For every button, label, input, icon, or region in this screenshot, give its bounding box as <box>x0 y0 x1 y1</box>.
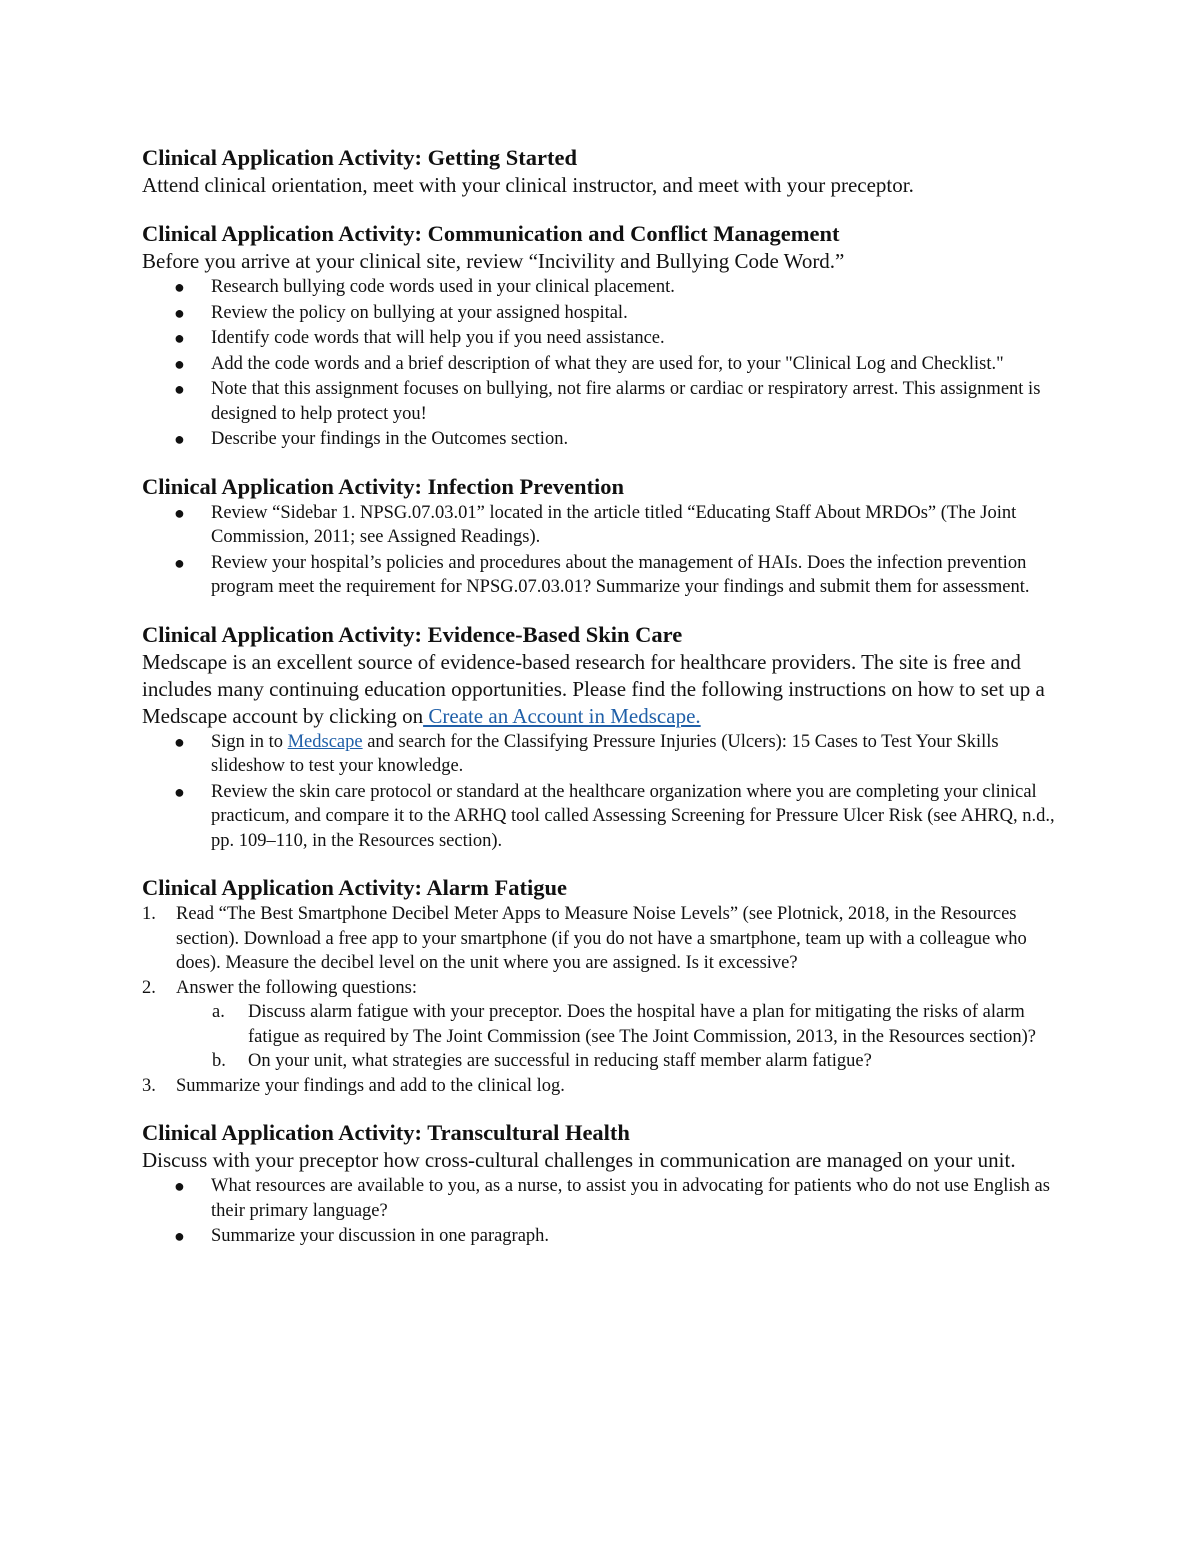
section-getting-started <box>142 143 1062 199</box>
list-item: ● What resources are available to you, as a nurse, to assist you in advocating for patients who do not use English as their primary language? <box>174 1176 1050 1221</box>
bullet-icon: ● <box>174 353 185 374</box>
bullet-icon: ● <box>174 502 185 523</box>
create-account-link[interactable]: Create an Account in Medscape. <box>423 703 701 728</box>
section-heading: Clinical Application Activity: Getting Started <box>142 145 577 170</box>
bullet-list <box>142 275 1062 452</box>
list-item: ● Review the skin care protocol or standard at the healthcare organization where you are completing your clinical practicum, and compare it to the ARHQ tool called Assessing Screening for Pressure Ulcer Risk (see AHRQ, n.d., pp. 109–110, in the Resources section). <box>174 781 1055 851</box>
section-heading: Clinical Application Activity: Evidence-Based Skin Care <box>142 621 683 647</box>
bullet-list <box>142 1174 1062 1249</box>
sub-list-item: a. Discuss alarm fatigue with your preceptor. Does the hospital have a plan for mitigating the risks of alarm fatigue as required by The Joint Commission (see The Joint Commission, 2013, in the Resources section)? <box>212 1002 1037 1047</box>
list-item: 3. Summarize your findings and add to the clinical log. <box>142 1075 565 1096</box>
list-item: 1. Read “The Best Smartphone Decibel Meter Apps to Measure Noise Levels” (see Plotnick, 2018, in the Resources section). Download a free app to your smartphone (if you do not have a smartphone, team up with a colleague who does). Measure the decibel level on the unit where you are assigned. Is it excessive? <box>142 904 1027 973</box>
bullet-icon: ● <box>174 1226 185 1246</box>
section-heading: Clinical Application Activity: Communication and Conflict Management <box>142 221 840 246</box>
bullet-icon: ● <box>174 781 185 802</box>
section-heading: Clinical Application Activity: Transcultural Health <box>142 1120 630 1145</box>
list-item: ● Review the policy on bullying at your assigned hospital. <box>142 301 1062 326</box>
medscape-link[interactable]: Medscape <box>287 731 363 752</box>
bullet-icon: ● <box>174 552 185 573</box>
section-intro: Discuss with your preceptor how cross-cultural challenges in communication are managed on your unit. <box>142 1148 1016 1172</box>
section-alarm-fatigue <box>142 873 1062 1098</box>
section-skin-care <box>142 620 1062 854</box>
section-infection-prevention <box>142 472 1062 600</box>
list-item: ● Review “Sidebar 1. NPSG.07.03.01” located in the article titled “Educating Staff About MRDOs” (The Joint Commission, 2011; see Assigned Readings). <box>174 502 1017 547</box>
bullet-icon: ● <box>174 731 185 752</box>
bullet-icon: ● <box>174 429 185 449</box>
bullet-icon: ● <box>174 1176 185 1196</box>
section-transcultural-health <box>142 1118 1062 1249</box>
bullet-icon: ● <box>174 328 185 348</box>
document-page <box>142 143 1062 1269</box>
bullet-icon: ● <box>174 379 185 399</box>
section-heading: Clinical Application Activity: Infection Prevention <box>142 473 625 499</box>
numbered-list <box>142 902 1062 1098</box>
list-item: ● Identify code words that will help you if you need assistance. <box>142 326 1062 351</box>
section-communication <box>142 219 1062 452</box>
bullet-icon: ● <box>174 277 185 297</box>
list-item: ● Review your hospital’s policies and procedures about the management of HAIs. Does the infection prevention program meet the requirement for NPSG.07.03.01? Summarize your findings and submit them for assessment. <box>174 552 1030 597</box>
list-item: ● Summarize your discussion in one paragraph. <box>142 1224 1062 1249</box>
bullet-icon: ● <box>174 302 185 323</box>
list-item: ● Note that this assignment focuses on bullying, not fire alarms or cardiac or respiratory arrest. This assignment is designed to help protect you! <box>174 379 1041 424</box>
section-heading: Clinical Application Activity: Alarm Fatigue <box>142 875 567 900</box>
section-intro: Medscape is an excellent source of evidence-based research for healthcare providers. The site is free and includes many continuing education opportunities. Please find the following instructions on how to set up a Medscape account by clicking on Create an Account in Medscape. <box>142 649 1045 728</box>
list-item: ● Sign in to Medscape and search for the Classifying Pressure Injuries (Ulcers): 15 Cases to Test Your Skills slideshow to test your knowledge. <box>174 731 999 776</box>
list-item: ● Research bullying code words used in your clinical placement. <box>142 275 1062 300</box>
bullet-list <box>142 501 1062 600</box>
list-item: 2. Answer the following questions: a. Discuss alarm fatigue with your preceptor. Does the hospital have a plan for mitigating the risks of alarm fatigue as required by The Joint Commission (see The Joint Commission, 2013, in the Resources section)? b. On your unit, what strategies are successful in reducing staff member alarm fatigue? <box>142 976 1062 1074</box>
bullet-list <box>142 730 1062 854</box>
list-item: ● Describe your findings in the Outcomes section. <box>142 427 1062 452</box>
sub-list <box>176 1000 1062 1074</box>
section-intro: Before you arrive at your clinical site, review “Incivility and Bullying Code Word.” <box>142 249 845 273</box>
sub-list-item: b. On your unit, what strategies are successful in reducing staff member alarm fatigue? <box>212 1051 872 1071</box>
section-intro: Attend clinical orientation, meet with your clinical instructor, and meet with your preceptor. <box>142 173 914 197</box>
list-item: ● Add the code words and a brief description of what they are used for, to your "Clinical Log and Checklist." <box>142 352 1062 377</box>
